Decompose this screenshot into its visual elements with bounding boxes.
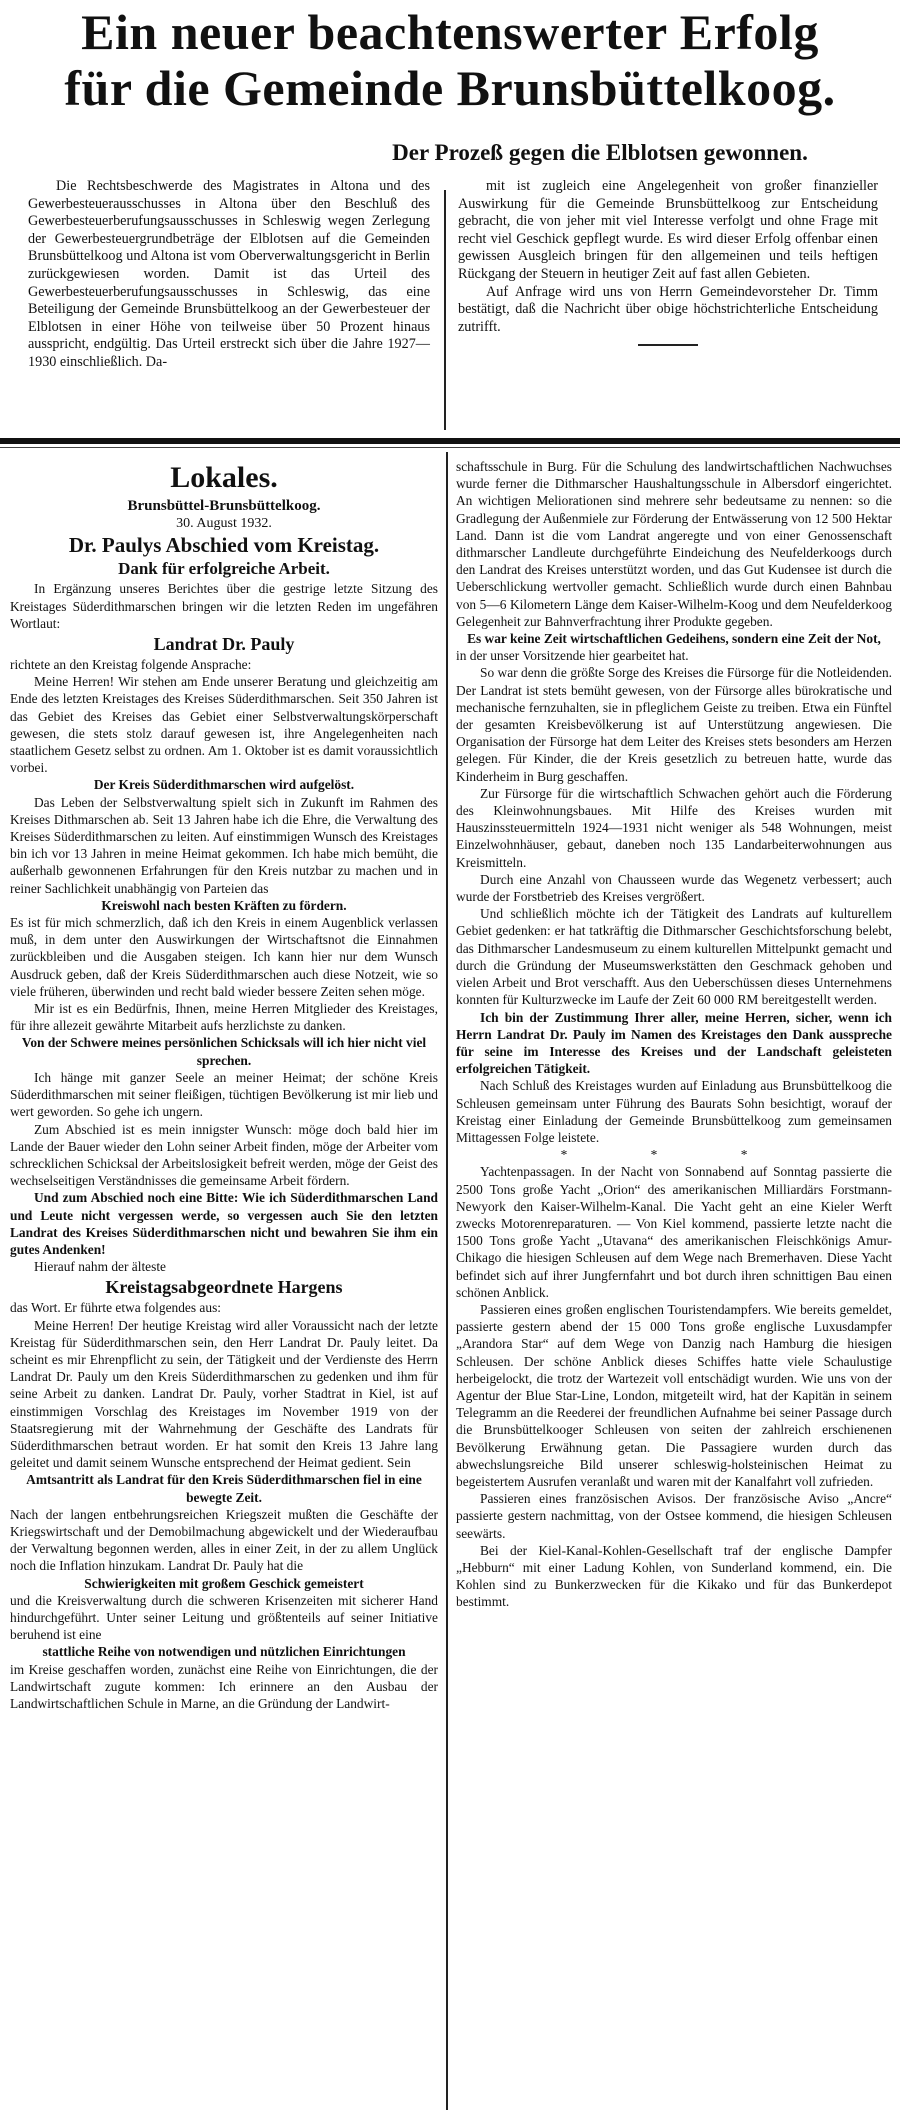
lokales-right-column — [456, 458, 892, 2110]
paragraph: richtete an den Kreistag folgende Ansprache: — [10, 657, 252, 673]
heading: Brunsbüttel-Brunsbüttelkoog. — [127, 498, 321, 514]
heading: Landrat Dr. Pauly — [153, 634, 295, 655]
subheadline: Der Prozeß gegen die Elblotsen gewonnen. — [392, 140, 808, 165]
paragraph: und die Kreisverwaltung durch die schweren Krisenzeiten mit sicherer Hand hindurchgeführt. Unter seiner Leitung und größtenteils auf seiner Initiative beruhend ist eine — [10, 1592, 438, 1643]
paragraph: Auf Anfrage wird uns von Herrn Gemeindevorsteher Dr. Timm bestätigt, daß die Nachricht über obige höchstrichterliche Entscheidung zutrifft. — [458, 283, 878, 335]
paragraph: Zum Abschied ist es mein innigster Wunsch: möge doch bald hier im Lande der Bauer wieder den Lohn seiner Arbeit finden, möge der Arbeiter vom schrecklichen Schicksal der Arbeitslosigkeit befreit werden, möge der Geist des wechselseitigen Verständnisses die gemeinsame Arbeit fördern. — [10, 1121, 438, 1189]
headline-line-1: Ein neuer beachtenswerter Erfolg — [81, 4, 819, 60]
paragraph: Passieren eines großen englischen Touristendampfers. Wie bereits gemeldet, passierte gestern abend der 15 000 Tons große englische Luxusdampfer „Arandora Star“ auf dem Wege von Danzig nach Hamburg die hiesigen Schleusen. Der schöne Anblick dieses Schiffes hatte viele Schaulustige herbeigelockt, die trotz der Wartezeit voll entschädigt wurden. Wie uns von der Agentur der Blue Star-Line, London, mitgeteilt wird, hat der Kapitän in seinem Telegramm an die Reederei der freundlichen Aufnahme bei seiner Passage durch die Brunsbüttelkooger Schleusen von seiten der zahlreich erschienenen Bevölkerung Erwähnung getan. Die Passagiere wurden durch das abwechslungsreiche Bild unserer schleswig-holsteinischen Heimat zu begeistertem Ausrufen veranlaßt und waren mit der Kanalfahrt voll zufrieden. — [456, 1301, 892, 1489]
paragraph: Und schließlich möchte ich der Tätigkeit des Landrats auf kulturellem Gebiet gedenken: er hat tatkräftig die Dithmarscher Geschichtsforschung belebt, das Dithmarscher Landesmuseum zu einem kulturellen Mittelpunkt gemacht und durch die Gründung der Museumswerkstätten den Geschmack gehoben und vielen Arbeit und Brot verschafft. Aus den Ueberschüssen dieses Unternehmens konnten für Kulturzwecke im Laufe der Zeit 60 000 RM bereitgestellt werden. — [456, 906, 892, 1008]
heading: Dank für erfolgreiche Arbeit. — [118, 559, 330, 579]
paragraph: Ich bin der Zustimmung Ihrer aller, meine Herren, sicher, wenn ich Herrn Landrat Dr. Pauly im Namen des Kreistages den Dank ausspreche für seine im Interesse des Kreises und der Landschaft geleisteten erfolgreichen Tätigkeit. — [456, 1009, 892, 1077]
paragraph: im Kreise geschaffen worden, zunächst eine Reihe von Einrichtungen, die der Landwirtschaft zugute kommen: Ich erinnere an den Ausbau der Landwirtschaftlichen Schule in Marne, an die Gründung der Landwirt- — [10, 1661, 438, 1711]
paragraph: Passieren eines französischen Avisos. Der französische Aviso „Ancre“ passierte gestern nachmittag, von der Ostsee kommend, die hiesigen Schleusen seewärts. — [456, 1491, 892, 1541]
paragraph: Ich hänge mit ganzer Seele an meiner Heimat; der schöne Kreis Süderdithmarschen mit seiner fleißigen, tüchtigen Bevölkerung ist mir lieb und wert geworden. So gehe ich ungern. — [10, 1069, 438, 1120]
paragraph: Schwierigkeiten mit großem Geschick gemeistert — [84, 1575, 364, 1591]
paragraph: Bei der Kiel-Kanal-Kohlen-Gesellschaft traf der englische Dampfer „Hebburn“ mit einer Ladung Kohlen, von Sunderland kommend, ein. Die Kohlen sind zu Bunkerzwecken für die Kikako und für das Bunkerdepot bestimmt. — [456, 1542, 892, 1610]
paragraph: stattliche Reihe von notwendigen und nützlichen Einrichtungen — [42, 1644, 406, 1660]
heading: Kreistagsabgeordnete Hargens — [105, 1277, 343, 1298]
paragraph: Meine Herren! Der heutige Kreistag wird aller Voraussicht nach der letzte Kreistag für Süderdithmarschen sein, den Herr Landrat Dr. Pauly leitet. Da scheint es mir Ehrenpflicht zu sein, der Tätigkeit und der Verdienste des Herrn Landrat Dr. Pauly um den Kreis Süderdithmarschen zu gedenken und ihm für seine Arbeit zu danken. Landrat Dr. Pauly, vorher Stadtrat in Kiel, ist auf einstimmigen Vorschlag des Kreistages im November 1919 von der Staatsregierung mit der Wahrnehmung der Geschäfte des Landrats für Süderdithmarschen betraut worden. Er hat somit den Kreis 13 Jahre lang geleitet und damit seinem Wunsche entsprechend der Heimat gedient. Sein — [10, 1317, 438, 1471]
top-article-right-column — [458, 178, 878, 354]
section-divider-thin — [0, 447, 900, 448]
paragraph: Und zum Abschied noch eine Bitte: Wie ich Süderdithmarschen Land und Leute nicht vergessen werde, so vergessen auch Sie den letzten Landrat des Kreises Süderdithmarschen nicht und bewahren Sie ihm ein gutes Andenken! — [10, 1190, 438, 1257]
lokales-left-column — [10, 458, 438, 2110]
paragraph: in der unser Vorsitzende hier gearbeitet hat. — [456, 648, 689, 664]
paragraph: Von der Schwere meines persönlichen Schicksals will ich hier nicht viel sprechen. — [21, 1035, 427, 1068]
separator-stars: * * * — [560, 1147, 788, 1163]
paragraph: Yachtenpassagen. In der Nacht von Sonnabend auf Sonntag passierte die 2500 Tons große Yacht „Orion“ des amerikanischen Milliardärs Forstmann-Newyork den Kaiser-Wilhelm-Kanal. Die Yacht geht an eine Kieler Werft zwecks Motorenreparaturen. — Von Kiel kommend, passierte letzte nacht die 1500 Tons große Yacht „Utavana“ des amerikanischen Fleischkönigs Amur-Chikago die hiesigen Schleusen auf dem Wege nach Bremerhaven. Diese Yacht befindet sich auf ihrer Jungfernfahrt und bot durch ihren schnittigen Bau einen schönen Anblick. — [456, 1164, 892, 1300]
paragraph: Kreiswohl nach besten Kräften zu fördern. — [101, 897, 347, 913]
paragraph: mit ist zugleich eine Angelegenheit von großer finanzieller Auswirkung für die Gemeinde Brunsbüttelkoog zur Entscheidung gebracht, die von jeher mit viel Interesse verfolgt und ohne Frage mit recht viel Geschick gepflegt wurde. Es wird dieser Erfolg offenbar einen gewissen Ausgleich bringen für den allgemeinen und teils heftigen Rückgang der Steuern in heutiger Zeit auf fast allen Gebieten. — [458, 178, 878, 282]
top-article-left-column — [28, 178, 430, 372]
paragraph: Es ist für mich schmerzlich, daß ich den Kreis in einem Augenblick verlassen muß, in dem unter den Auswirkungen der Wirtschaftsnot die Einnahmen zurückbleiben und die Ausgaben steigen. Ich kann hier nur dem Wunsch Ausdruck geben, daß der Kreis Süderdithmarschen auch diese Notzeit, wie so viele früheren, überwinden und recht bald wieder bessere Zeiten sehen möge. — [10, 915, 438, 999]
paragraph: Der Kreis Süderdithmarschen wird aufgelöst. — [93, 777, 355, 793]
paragraph: Nach der langen entbehrungsreichen Kriegszeit mußten die Geschäfte der Kriegswirtschaft und der Demobilmachung abgewickelt und der Wiederaufbau der Verwaltung begonnen werden, alles in einer Zeit, in der zu allem Unglück noch die Inflation hinzukam. Landrat Dr. Pauly hat die — [10, 1506, 438, 1574]
headline-line-2: für die Gemeinde Brunsbüttelkoog. — [64, 60, 836, 116]
headline — [0, 4, 900, 116]
column-divider — [446, 452, 448, 2110]
paragraph: Nach Schluß des Kreistages wurden auf Einladung aus Brunsbüttelkoog die Schleusen gemeinsam unter Führung des Baurats Sohn besichtigt, worauf der Kreistag einer Einladung der Gemeinde Brunsbüttelkoog zum gemeinsamen Mittagessen Folge leistete. — [456, 1078, 892, 1145]
paragraph: Durch eine Anzahl von Chausseen wurde das Wegenetz verbessert; auch wurde der Forstbetrieb des Kreises vergrößert. — [456, 871, 892, 905]
column-divider — [444, 190, 446, 430]
section-divider-thick — [0, 438, 900, 444]
paragraph: das Wort. Er führte etwa folgendes aus: — [10, 1300, 221, 1316]
end-rule — [638, 344, 698, 346]
paragraph: Meine Herren! Wir stehen am Ende unserer Beratung und gleichzeitig am Ende des letzten Kreistages des Kreises Süderdithmarschen. Seit 350 Jahren ist das Gebiet des Kreises das Gebiet einer Selbstverwaltungskörperschaft gewesen, die stets stolz darauf gewesen ist, ihre Angelegenheiten nach staatlichem Gesetz selbst zu ordnen. Am 1. Oktober ist es damit voraussichtlich vorbei. — [10, 674, 438, 776]
heading: Dr. Paulys Abschied vom Kreistag. — [68, 533, 380, 558]
paragraph: In Ergänzung unseres Berichtes über die gestrige letzte Sitzung des Kreistages Süderdithmarschen bringen wir die letzten Reden im ungefähren Wortlaut: — [10, 581, 438, 631]
heading: Lokales. — [170, 461, 278, 494]
paragraph: Mir ist es ein Bedürfnis, Ihnen, meine Herren Mitglieder des Kreistages, für ihre allezeit gewährte Mitarbeit aufs herzlichste zu danken. — [10, 1001, 438, 1034]
paragraph: 30. August 1932. — [176, 516, 272, 532]
paragraph: Die Rechtsbeschwerde des Magistrates in Altona und des Gewerbesteuerausschusses in Altona über den Beschluß des Gewerbesteuerberufungsausschusses in Schleswig wegen Zerlegung der Gewerbesteuergrundbeträge der Elblotsen auf die Gemeinden Brunsbüttelkoog und Altona ist vom Oberverwaltungsgericht in Berlin zurückgewiesen worden. Damit ist das Urteil des Gewerbesteuerberufungsausschusses in Schleswig, das eine Beteiligung der Gemeinde Brunsbüttelkoog an der Gewerbesteuer der Elblotsen in einer Höhe von teilweise über 50 Prozent hinaus ausspricht, endgültig. Das Urteil erstreckt sich über die Jahre 1927—1930 einschließlich. Da- — [28, 178, 430, 370]
paragraph: Das Leben der Selbstverwaltung spielt sich in Zukunft im Rahmen des Kreises Dithmarschen ab. Seit 13 Jahren habe ich die Ehre, die Verwaltung des Kreises Süderdithmarschen zu leiten. Auf einstimmigen Wunsch des Kreistages bin ich vor 13 Jahren in meine Heimat gekommen. Ich habe mich bemüht, die außerhalb gewonnenen Erfahrungen für den Kreis nutzbar zu machen und in reiner Sachlichkeit unabhängig von Parteien das — [10, 794, 438, 896]
paragraph: So war denn die größte Sorge des Kreises die Fürsorge für die Notleidenden. Der Landrat ist stets bemüht gewesen, von der Fürsorge alles bürokratische und mechanische fernzuhalten, sie in pfleglichem Geiste zu treiben. Etwa ein Fünftel der gesamten Kreisbevölkerung ist auf Unterstützung angewiesen. Die Organisation der Fürsorge hat dem Leiter des Kreises stets besonders am Herzen gelegen. Für Kinder, die der Kreis gesetzlich zu betreuen hatte, wurde das Kinderheim in Burg geschaffen. — [456, 665, 892, 784]
paragraph: Es war keine Zeit wirtschaftlichen Gedeihens, sondern eine Zeit der Not, — [467, 631, 881, 647]
paragraph: Amtsantritt als Landrat für den Kreis Süderdithmarschen fiel in eine bewegte Zeit. — [26, 1472, 422, 1505]
paragraph: Zur Fürsorge für die wirtschaftlich Schwachen gehört auch die Förderung des Kleinwohnungsbaues. Mit Hilfe des Kreises wurden mit Hauszinssteuermitteln 1924—1931 nicht weniger als 548 Wohnungen, meist Einzelwohnhäuser, gebaut, daneben noch 135 Landarbeiterwohnungen aus Kreismitteln. — [456, 785, 892, 870]
paragraph: schaftsschule in Burg. Für die Schulung des landwirtschaftlichen Nachwuchses wurde ferner die Dithmarscher Haushaltungsschule in Albersdorf eingerichtet. An wichtigen Meliorationen sind mehrere sehr bedeutsame zu nennen: so die Gradlegung der Außenmiele zur Förderung der Entwässerung von 12 500 Hektar Land. Dann ist die vom Landrat angeregte und von einer Genossenschaft dithmarscher Landleute durchgeführte Eindeichung des Neufelderkoogs durch den Landrat des Kreises unterstützt worden, und das Gut Kudensee ist durch die Ueberschlickung wertvoller gemacht. Schließlich wurde durch einen Bahnbau von 5—6 Kilometern Länge dem Kaiser-Wilhelm-Koog und dem Neufelderkoog Gelegenheit zur Bahnverfrachtung ihrer Produkte gegeben. — [456, 459, 892, 629]
paragraph: Hierauf nahm der älteste — [34, 1259, 166, 1275]
